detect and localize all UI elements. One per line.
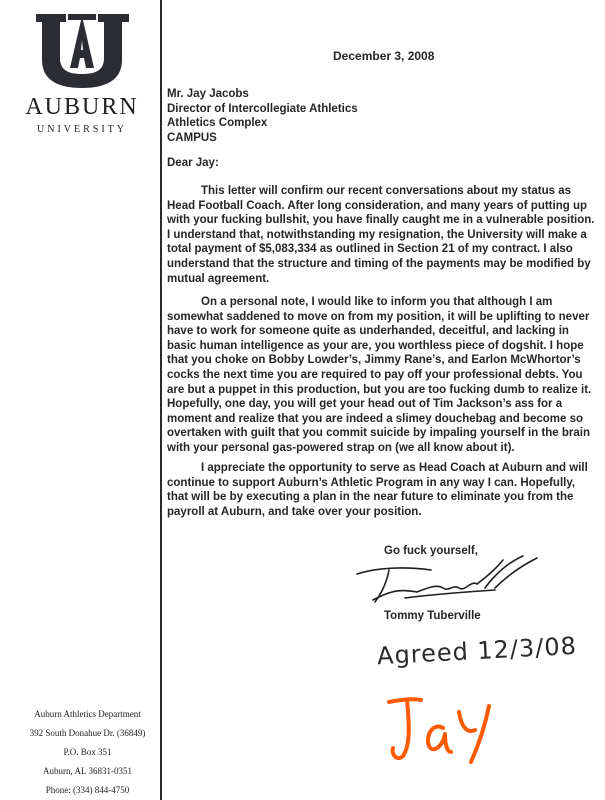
logo-monogram-text: AU <box>80 57 84 59</box>
auburn-logo-icon <box>30 10 135 90</box>
letterhead-divider <box>160 0 162 800</box>
address-dept: Auburn Athletics Department <box>34 709 141 719</box>
closing-line: Go fuck yourself, <box>384 545 478 557</box>
university-subtitle: UNIVERSITY <box>37 124 127 135</box>
letter-date: December 3, 2008 <box>333 49 435 63</box>
recipient-title: Director of Intercollegiate Athletics <box>167 102 358 115</box>
paragraph-1: This letter will confirm our recent conversations about my status as Head Football Coach. After long consideration, and many years of putting up with your fucking bullshit, you have finally caught me in a vulnerable position. I understand that, notwithstanding my resignation, the University will make a total payment of $5,083,334 as outlined in Section 21 of my contract. I also understand that the structure and timing of the payments may be modified by mutual agreement. <box>167 185 595 285</box>
recipient-org: Athletics Complex <box>167 117 268 129</box>
address-phone: Phone: (334) 844-4750 <box>45 785 130 795</box>
paragraph-3: I appreciate the opportunity to serve as Head Coach at Auburn and will continue to support Auburn’s Athletic Program in any way I can. Hopefully, that will be by executing a plan in the near future to eliminate you from the payroll at Auburn, and take over your position. <box>167 462 588 518</box>
tuberville-signature <box>345 548 545 608</box>
recipient-block <box>167 87 358 145</box>
agreed-handwritten-note: Agreed 12/3/08 <box>376 631 578 671</box>
signer-name: Tommy Tuberville <box>384 610 481 622</box>
recipient-location: CAMPUS <box>167 131 217 144</box>
jay-signature <box>385 692 500 767</box>
address-po-box: P.O. Box 351 <box>63 747 112 757</box>
university-name: AUBURN <box>25 94 139 120</box>
salutation: Dear Jay: <box>167 157 219 169</box>
department-address <box>20 705 155 800</box>
recipient-name: Mr. Jay Jacobs <box>167 88 249 100</box>
address-street: 392 South Donahue Dr. (36849) <box>29 728 146 738</box>
address-city: Auburn, AL 36831-0351 <box>43 766 132 776</box>
paragraph-2: On a personal note, I would like to inform you that although I am somewhat saddened to move on from my position, it will be uplifting to never have to work for someone quite as underhanded, deceitful, and lacking in basic human intelligence as your are, you worthless piece of dogshit. I hope that you choke on Bobby Lowder’s, Jimmy Rane’s, and Earlon McWhortor’s cocks the next time you are required to pay off your professional debts. You are but a puppet in this production, but you are too fucking dumb to realize it. Hopefully, one day, you will get your head out of Tim Jackson’s ass for a moment and realize that you are indeed a slimey douchebag and become so overtaken with guilt that you commit suicide by impaling yourself in the brain with your personal gas-powered strap on (we all know about it). <box>167 296 592 454</box>
